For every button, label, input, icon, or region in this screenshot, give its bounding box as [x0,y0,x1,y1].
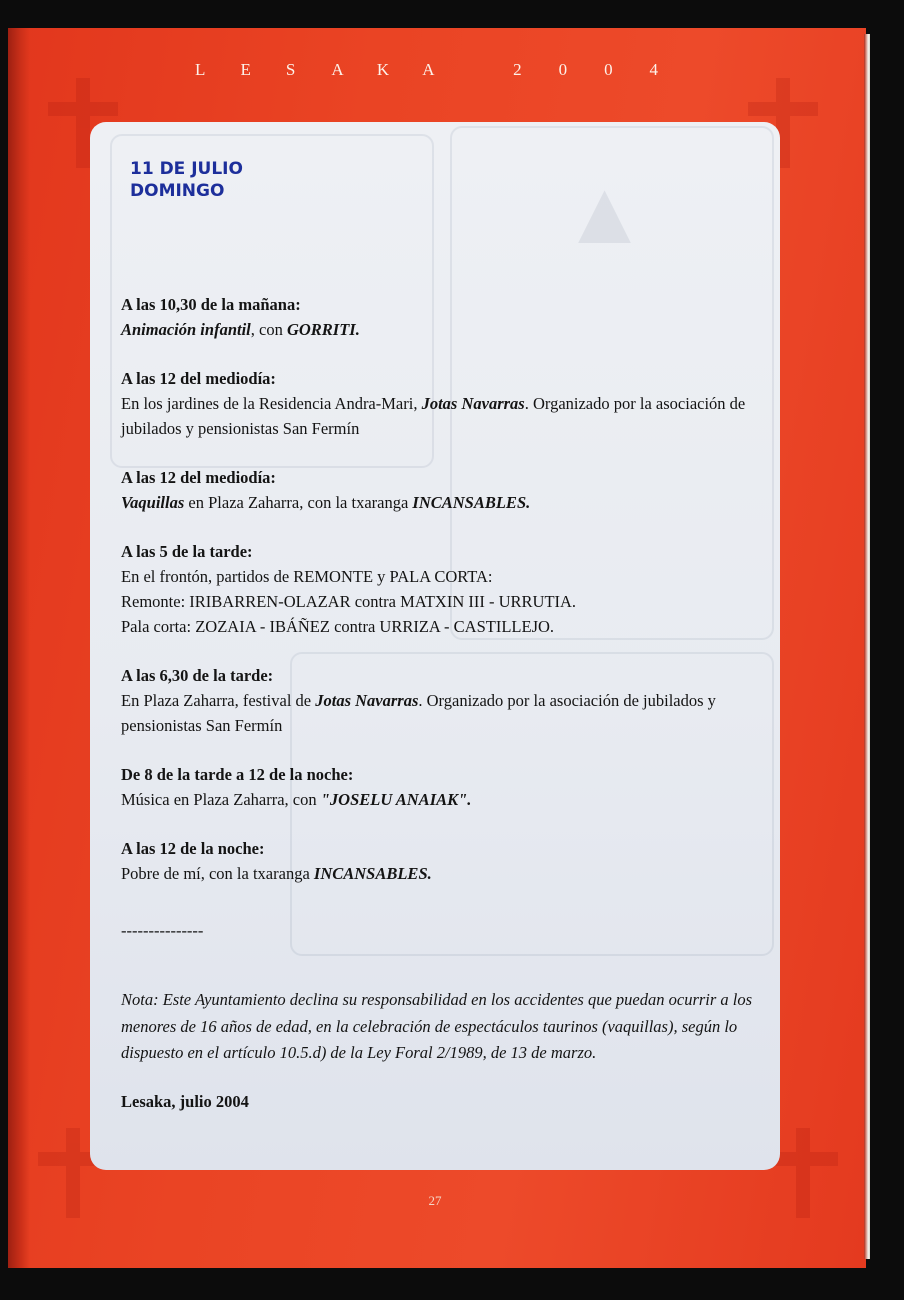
header-letter: L [195,60,206,79]
separator: --------------- [121,921,204,940]
ghost-logo: ▲ [560,163,650,263]
event-time: A las 12 del mediodía: [121,468,276,487]
page-gutter [8,28,30,1268]
event-list [121,292,761,886]
event-highlight: Animación infantil [121,320,251,339]
header-letter: S [285,60,296,79]
event-highlight: Jotas Navarras [421,394,525,413]
event-time: A las 12 de la noche: [121,839,265,858]
event-highlight: INCANSABLES. [313,864,432,883]
event-description [121,787,761,812]
event-description [121,391,761,441]
header-letter: 2 [513,60,522,79]
event-item [121,539,761,639]
event-item [121,663,761,738]
program-card [90,122,780,1170]
header-letter: E [240,60,251,79]
event-highlight: "JOSELU ANAIAK". [320,790,472,809]
event-highlight: GORRITI. [286,320,360,339]
event-time: A las 6,30 de la tarde: [121,666,274,685]
event-text: en Plaza Zaharra, con la txaranga [184,493,413,512]
disclaimer-note: Nota: Este Ayuntamiento declina su responsabilidad en los accidentes que puedan ocurrir a los menores de 16 años de edad, en la celebración de espectáculos taurinos (vaquillas), según lo dispuesto en el artículo 10.5.d) de la Ley Foral 2/1989, de 13 de marzo. [121,990,753,1062]
event-line: Pala corta: ZOZAIA - IBÁÑEZ contra URRIZA - CASTILLEJO. [121,617,555,636]
page-number: 27 [428,1193,442,1208]
event-description [121,490,761,515]
event-line: En el frontón, partidos de REMONTE y PALA CORTA: [121,567,493,586]
header-letter: 0 [558,60,568,79]
signoff: Lesaka, julio 2004 [121,1091,249,1111]
event-time: A las 12 del mediodía: [121,369,276,388]
event-text: . Organizado por la asociación de jubilados y pensionistas San Fermín [121,394,746,438]
event-text: Pobre de mí, con la txaranga [121,864,314,883]
page-title [130,158,243,202]
header-letter: A [331,60,344,79]
event-description [121,688,761,738]
header-letter: 0 [604,60,613,79]
event-item [121,836,761,886]
title-day: DOMINGO [130,181,225,201]
header-letter: K [376,60,390,79]
event-highlight: Vaquillas [121,493,185,512]
event-item [121,366,761,441]
event-highlight: Jotas Navarras [315,691,419,710]
event-item [121,762,761,812]
event-text: En Plaza Zaharra, festival de [121,691,316,710]
event-text: , con [250,320,287,339]
event-text: En los jardines de la Residencia Andra-Mari, [121,394,422,413]
event-description [121,317,761,342]
event-highlight: INCANSABLES. [412,493,531,512]
event-item [121,292,761,342]
header-letter: 4 [649,60,659,79]
title-date: 11 DE JULIO [130,159,243,179]
event-item [121,465,761,515]
running-header [195,58,695,82]
page-edge [864,34,870,1259]
event-text: Música en Plaza Zaharra, con [121,790,321,809]
event-time: De 8 de la tarde a 12 de la noche: [121,765,354,784]
event-time: A las 10,30 de la mañana: [121,295,301,314]
header-letter: A [422,60,435,79]
event-description [121,861,761,886]
event-line: Remonte: IRIBARREN-OLAZAR contra MATXIN III - URRUTIA. [121,592,577,611]
schedule-content [121,292,761,1114]
event-time: A las 5 de la tarde: [121,542,253,561]
event-text: . Organizado por la asociación de jubilados y pensionistas San Fermín [121,691,716,735]
